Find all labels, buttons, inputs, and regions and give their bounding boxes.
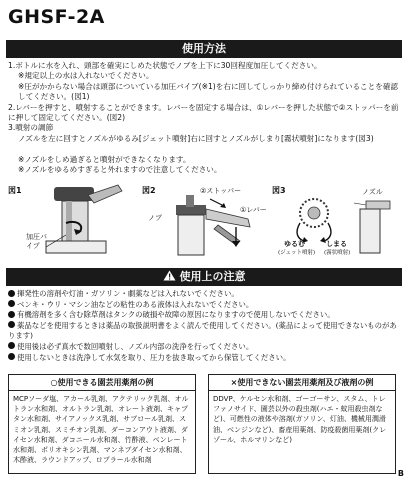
figure-1-label: 図1 (8, 186, 22, 195)
loose-label: ゆるむ (284, 240, 305, 248)
caution-item (8, 353, 402, 364)
sprayer-head-illustration (6, 183, 138, 265)
caution-item-text: 使用後は必ず真水で数回噴射し、ノズル内部の洗浄を行ってください。 (17, 341, 254, 351)
usage-step-2: 2.レバーを押すと、噴射することができます。レバーを固定する場合は、①レバーを押した状態で②ストッパーを前に押して固定してください。(図2) (8, 102, 399, 123)
tight-sub-label: (霧状噴射) (324, 250, 351, 256)
nozzle-label: ノズル (362, 188, 383, 196)
usage-heading: 使用方法 (6, 40, 402, 58)
tight-label: しまる (326, 240, 347, 248)
usage-note: ※ノズルをゆるめすぎると外れますので注意してください。 (18, 165, 222, 175)
caution-item-text: 薬品などを使用するときは薬品の取扱説明書をよく読んで使用してください。(薬品によって使用できないものがあります) (8, 320, 397, 341)
pressure-pipe-label: 加圧パイプ (26, 233, 47, 250)
caution-item (8, 342, 402, 353)
unusable-chemicals-box (208, 374, 396, 474)
caution-item-text: 使用しないときは洗浄して水気を取り、圧力を抜き取ってから保管してください。 (17, 352, 291, 362)
usage-instructions (8, 61, 402, 175)
figure-3 (270, 183, 402, 265)
bullet-icon (8, 300, 15, 307)
usable-chemicals-list: MCPソーダ塩、アカール乳剤、アクテリック乳剤、オルトラン水和剤、オルトラン乳剤、オレート液剤、キャプタン水和剤、サイアノックス乳剤、サブロール乳剤、スミオン乳剤、スミチオン乳剤、ダーコンアウト液剤、ダイセン水和剤、ダコニール水和剤、竹酢液、ベンレート水和剤、ポリオキシン乳剤、マンネブダイセン水和剤、木酢液、ラウンドアップ、ロブラール水和剤 (13, 395, 189, 465)
caution-title: 使用上の注意 (179, 270, 246, 283)
caution-item-text: ベンキ・ウリ・マシン油などの粘性のある液体は入れないでください。 (17, 299, 254, 309)
unusable-chemicals-title: ×使用できない園芸用薬剤及び液剤の例 (209, 375, 395, 391)
bullet-icon (8, 353, 15, 360)
figure-2 (140, 183, 268, 265)
figure-1 (6, 183, 138, 265)
usage-note: ※ノズルをしめ過ぎると噴射ができなくなります。 (18, 154, 191, 164)
loose-sub-label: (ジェット噴射) (278, 250, 316, 256)
usable-chemicals-box (8, 374, 196, 474)
stopper-label: ②ストッパー (200, 187, 242, 195)
caution-list (8, 289, 402, 363)
model-number: GHSF-2A (8, 6, 105, 28)
warning-icon (163, 270, 176, 281)
caution-item (8, 321, 402, 342)
figures-row (6, 183, 402, 265)
unusable-chemicals-list: DDVP、ケルセン水和剤、ゴーゴーサン、スタム、トレファノサイド、園芸以外の殺虫剤(ハエ・蚊用殺虫剤など)、可燃性の液体や溶剤(ガソリン、灯油、機械用潤滑油、ベンジンなど)、畜産用薬剤、防疫殺菌用薬剤(クレゾール、ホルマリンなど) (213, 395, 387, 444)
lever-label: ①レバー (240, 206, 267, 214)
caution-item-text: 有機溶剤を多く含む除草剤はタンクの破損や故障の原因になりますので使用しないでください。 (17, 310, 335, 320)
page-mark: B (397, 469, 404, 478)
bullet-icon (8, 311, 15, 318)
figure-2-label: 図2 (142, 186, 156, 195)
figure-3-label: 図3 (272, 186, 286, 195)
bullet-icon (8, 321, 15, 328)
bullet-icon (8, 290, 15, 297)
caution-item (8, 289, 402, 300)
usage-step-3-detail: ノズルを左に回すとノズルがゆるみ[ジェット噴射]右に回すとノズルがしまり[霧状噴射]になります(図3) (18, 133, 374, 143)
usage-note: ※規定以上の水は入れないでください。 (18, 71, 154, 81)
bullet-icon (8, 342, 15, 349)
usage-note: ※圧がかからない場合は頭部についている加圧バイブ(※1)を右に回してしっかり締め付けられていることを確認してください。(図1) (18, 81, 399, 102)
usable-chemicals-title: ○使用できる園芸用薬剤の例 (9, 375, 195, 391)
caution-item (8, 310, 402, 321)
caution-item-text: 揮発性の溶剤や灯油・ガソリン・劇薬などは入れないでください。 (17, 289, 239, 298)
caution-item (8, 300, 402, 311)
knob-label: ノブ (148, 214, 162, 222)
usage-step-3: 3.噴射の調節 (8, 123, 54, 133)
usage-step-1: 1.ボトルに水を入れ、頭部を確実にしめた状態でノブを上下に30回程度加圧してください。 (8, 61, 322, 70)
caution-heading (6, 268, 402, 286)
